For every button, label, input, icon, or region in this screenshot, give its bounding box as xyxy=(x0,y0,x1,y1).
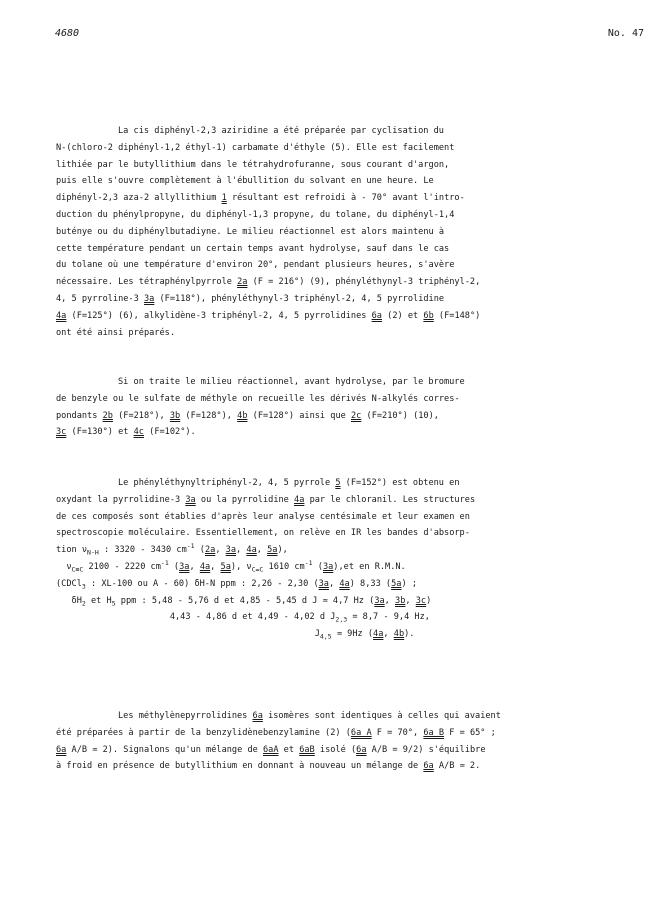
paragraph-n-alkylation xyxy=(56,374,616,441)
subscript: 2 xyxy=(81,599,86,608)
text-line: nécessaire. Les tétraphénylpyrrole 2a (F = 216°) (9), phényléthynyl-3 triphényl-2, xyxy=(56,277,481,288)
text-line: N-(chloro-2 diphényl-1,2 éthyl-1) carbamate d'éthyle (5). Elle est facilement xyxy=(56,142,455,153)
text-line: 4,43 - 4,86 d et 4,49 - 4,02 d $J_{2,3} = 8,7 - 9,4$ Hz, xyxy=(169,612,430,625)
compound-ref: 6a xyxy=(56,744,67,755)
text-line: cette température pendant un certain temps avant hydrolyse, sauf dans le cas xyxy=(56,243,450,254)
compound-ref: 6aA xyxy=(262,744,279,755)
subscript: 2,3 xyxy=(335,616,348,625)
text-line: oxydant la pyrrolidine-3 3a ou la pyrrolidine 4a par le chloranil. Les structures xyxy=(56,494,476,505)
text-line: 4, 5 pyrroline-3 3a (F=118°), phényléthynyl-3 triphényl-2, 4, 5 pyrrolidine xyxy=(56,293,445,304)
text-line: duction du phénylpropyne, du diphényl-1,3 propyne, du tolane, du diphényl-1,4 xyxy=(56,209,455,220)
text-line: puis elle s'ouvre complètement à l'ébullition du solvant en une heure. Le xyxy=(56,176,434,187)
compound-ref: 2b xyxy=(102,410,113,421)
subscript: 5 xyxy=(111,599,116,608)
text-line: $J_{4,5}$ ≃ 9Hz (4a, 4b). xyxy=(314,629,415,641)
compound-ref: 4a xyxy=(56,310,67,321)
page-number: 4680 xyxy=(55,28,80,39)
compound-ref: 2a xyxy=(237,277,248,288)
compound-ref: 6a xyxy=(371,310,382,321)
text-line: de ces composés sont établies d'après leur analyse centésimale et leur examen en xyxy=(56,511,470,522)
text-line: spectroscopie moléculaire. Essentiellement, on relève en IR les bandes d'absorp- xyxy=(56,528,470,539)
compound-ref: 5a xyxy=(267,545,278,556)
compound-ref: 2c xyxy=(350,410,362,421)
compound-ref: 3a xyxy=(322,561,334,572)
compound-ref: 3a xyxy=(179,561,190,572)
superscript: -1 xyxy=(304,559,313,568)
paragraph-aziridine-preparation xyxy=(56,123,616,341)
text-line: tion $\nu_{N-H}$ : 3320 - 3430 $cm^{-1}$ (2a, 3a, 4a, 5a), xyxy=(56,542,288,557)
text-line: (CDCl$_3$ : XL-100 ou A - 60) δH-N ppm : 2,26 - 2,30 (3a, 4a) 8,33 (5a) ; xyxy=(56,578,417,591)
subscript: 4,5 xyxy=(319,632,332,641)
compound-ref: 3b xyxy=(395,595,406,606)
compound-ref: 5a xyxy=(391,578,402,589)
compound-ref: 3a xyxy=(225,545,237,556)
text-line: $\delta H_2$ et $H_5$ ppm : 5,48 - 5,76 d et 4,85 - 5,45 d J ≃ 4,7 Hz (3a, 3b, 3c) xyxy=(71,595,432,608)
compound-ref: 3c xyxy=(56,427,67,438)
superscript: -1 xyxy=(186,542,195,551)
text-line: du tolane où une température d'environ 20°, pendant plusieurs heures, s'avère xyxy=(56,260,455,271)
compound-ref: 4a xyxy=(339,578,350,589)
text-line: $\nu_{C\equiv C}$ 2100 - 2220 $cm^{-1}$ (3a, 4a, 5a), $\nu_{C=C}$ 1610 $cm^{-1}$ (3a),et en R.M.N. xyxy=(66,559,406,574)
text-line: été préparées à partir de la benzylidènebenzylamine (2) (6a A F = 70°, 6a B F = 65° ; xyxy=(56,727,496,738)
compound-ref: 3a xyxy=(143,293,155,304)
compound-ref: 4a xyxy=(294,494,305,505)
compound-ref: 2a xyxy=(204,545,216,556)
subscript: 3 xyxy=(81,582,86,591)
compound-ref: 4a xyxy=(373,629,384,640)
compound-ref: 3a xyxy=(185,494,196,505)
subscript: N-H xyxy=(87,548,99,557)
paragraph-methylenepyrrolidines xyxy=(56,708,616,775)
issue-number: No. 47 xyxy=(607,28,644,39)
compound-ref: 6a xyxy=(252,711,263,721)
compound-ref: 3b xyxy=(169,410,181,421)
compound-ref: 6b xyxy=(423,310,434,321)
text-line: de benzyle ou le sulfate de méthyle on recueille les dérivés N-alkylés corres- xyxy=(56,393,460,404)
compound-ref: 3a xyxy=(374,595,385,606)
text-line: lithiée par le butyllithium dans le tétrahydrofuranne, sous courant d'argon, xyxy=(56,159,450,170)
compound-ref: 5 xyxy=(335,478,341,488)
text-line: ont été ainsi préparés. xyxy=(56,327,175,338)
text-line: Si on traite le milieu réactionnel, avant hydrolyse, par le bromure xyxy=(118,377,465,387)
text-line: 3c (F=130°) et 4c (F=102°). xyxy=(56,427,196,438)
subscript: C=C xyxy=(251,565,264,574)
text-line: buténye ou du diphénylbutadiyne. Le milieu réactionnel est alors maintenu à xyxy=(56,226,445,237)
compound-ref: 6aB xyxy=(299,744,315,755)
paragraph-spectroscopy xyxy=(56,475,616,643)
text-line: Le phényléthynyltriphényl-2, 4, 5 pyrrole 5 (F=152°) est obtenu en xyxy=(118,478,460,488)
compound-ref: 1 xyxy=(221,193,227,204)
compound-ref: 4b xyxy=(237,410,248,421)
compound-ref: 4a xyxy=(246,545,257,556)
compound-ref: 6a A xyxy=(350,727,372,738)
superscript: -1 xyxy=(160,559,169,568)
compound-ref: 6a xyxy=(356,744,367,755)
text-line: La cis diphényl-2,3 aziridine a été préparée par cyclisation du xyxy=(118,126,444,136)
compound-ref: 4a xyxy=(199,561,211,572)
compound-ref: 6a xyxy=(423,761,434,772)
compound-ref: 4b xyxy=(393,629,405,640)
text-line: 4a (F=125°) (6), alkylidène-3 triphényl-2, 4, 5 pyrrolidines 6a (2) et 6b (F=148°) xyxy=(56,310,481,321)
text-line: diphényl-2,3 aza-2 allyllithium 1 résultant est refroidi à - 70° avant l'intro- xyxy=(56,193,465,204)
compound-ref: 3c xyxy=(415,595,427,606)
compound-ref: 3a xyxy=(318,578,329,589)
text-line: 6a A/B ≃ 2). Signalons qu'un mélange de 6aA et 6aB isolé (6a A/B = 9/2) s'équilibre xyxy=(56,744,486,755)
compound-ref: 5a xyxy=(220,561,231,572)
text-line: Les méthylènepyrrolidines 6a isomères sont identiques à celles qui avaient xyxy=(118,711,501,721)
compound-ref: 6a B xyxy=(423,727,445,738)
text-line: pondants 2b (F=218°), 3b (F=128°), 4b (F=128°) ainsi que 2c (F=210°) (10), xyxy=(56,410,439,421)
compound-ref: 4c xyxy=(133,427,144,438)
text-line: à froid en présence de butyllithium en donnant à nouveau un mélange de 6a A/B ≃ 2. xyxy=(56,761,481,772)
subscript: C≡C xyxy=(71,565,84,574)
